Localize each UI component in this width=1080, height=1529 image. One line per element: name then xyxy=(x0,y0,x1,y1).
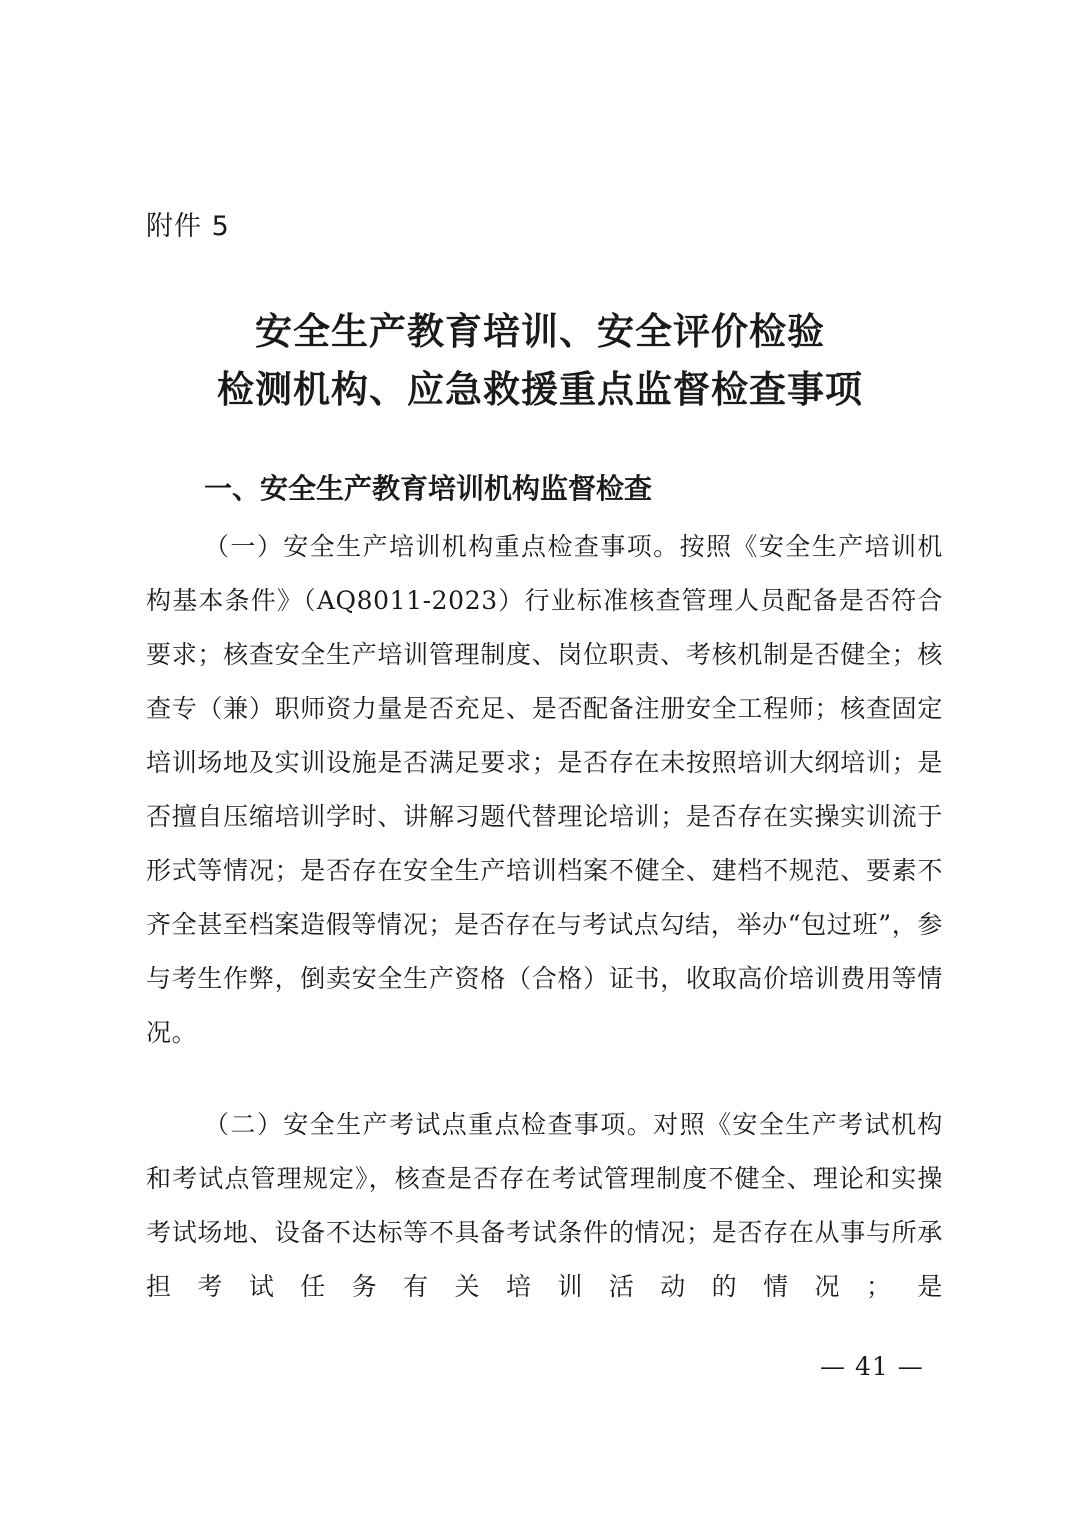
body-paragraph-2: （二）安全生产考试点重点检查事项。对照《安全生产考试机构和考试点管理规定》，核查是否存在考试管理制度不健全、理论和实操考试场地、设备不达标等不具备考试条件的情况；是否存在从事与所承担考试任务有关培训活动的情况；是 xyxy=(146,1110,943,1301)
title-line-2: 检测机构、应急救援重点监督检查事项 xyxy=(217,367,863,411)
body-paragraph-1: （一）安全生产培训机构重点检查事项。按照《安全生产培训机构基本条件》（AQ8011-2023）行业标准核查管理人员配备是否符合要求；核查安全生产培训管理制度、岗位职责、考核机制是否健全；核查专（兼）职师资力量是否充足、是否配备注册安全工程师；核查固定培训场地及实训设施是否满足要求；是否存在未按照培训大纲培训；是否擅自压缩培训学时、讲解习题代替理论培训；是否存在实操实训流于形式等情况；是否存在安全生产培训档案不健全、建档不规范、要素不齐全甚至档案造假等情况；是否存在与考试点勾结，举办“包过班”，参与考生作弊，倒卖安全生产资格（合格）证书，收取高价培训费用等情况。 xyxy=(146,532,943,1047)
document-title xyxy=(0,302,1080,418)
attachment-label: 附件 5 xyxy=(146,211,230,242)
page-number: — 41 — xyxy=(820,1352,924,1381)
section-heading: 一、安全生产教育培训机构监督检查 xyxy=(204,472,653,505)
title-line-1: 安全生产教育培训、安全评价检验 xyxy=(255,309,825,353)
